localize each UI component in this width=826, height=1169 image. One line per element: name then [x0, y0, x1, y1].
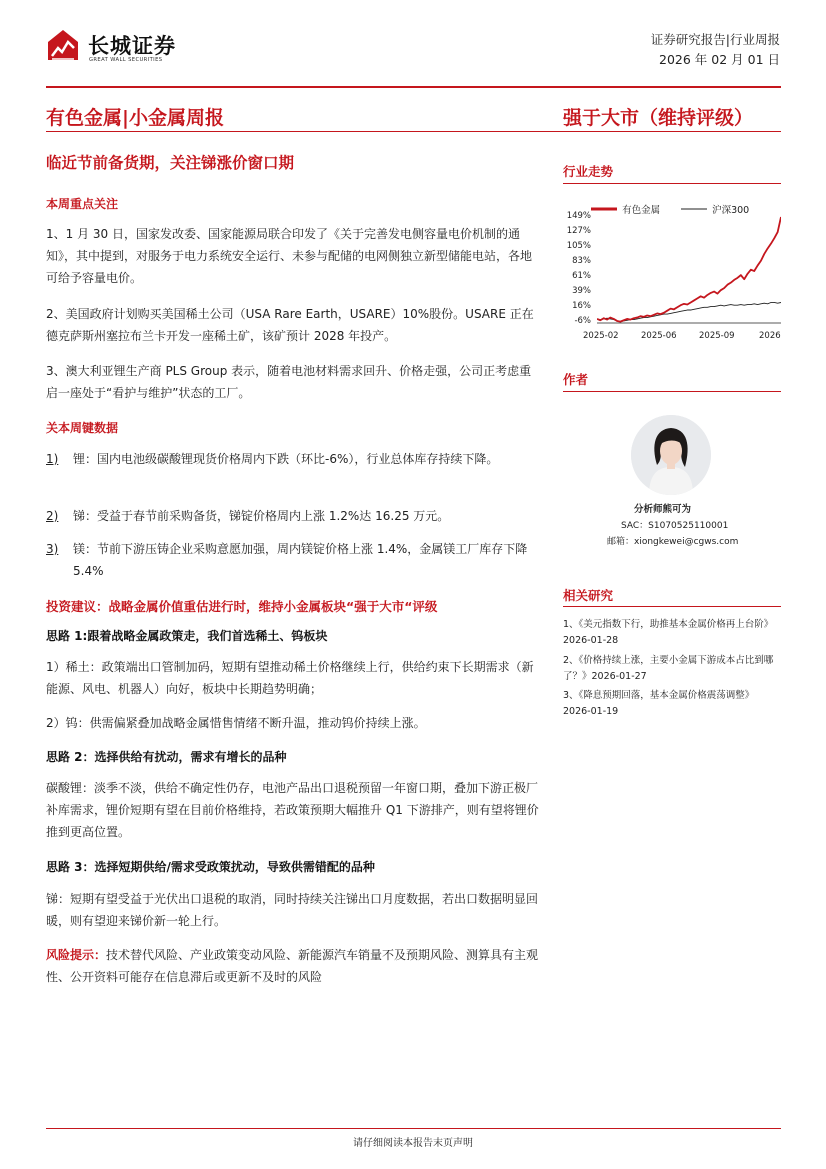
report-title: 有色金属|小金属周报 — [46, 107, 224, 129]
series-line-nonferrous — [597, 217, 781, 322]
analyst-sac: SAC：S1070525110001 — [621, 521, 729, 531]
x-tick: 2025-02 — [583, 331, 619, 341]
key-data-item — [46, 505, 541, 527]
author-divider — [563, 391, 781, 392]
y-tick: 61% — [572, 271, 591, 281]
logo-cn-text: 长城证券 — [88, 34, 176, 58]
logo — [46, 28, 196, 68]
idea1-heading: 思路 1:跟着战略金属政策走，我们首选稀土、钨板块 — [46, 629, 328, 643]
y-tick: -6% — [574, 316, 591, 326]
risk-warning — [46, 944, 541, 988]
item-text: 镁：节前下游压铸企业采购意愿加强，周内镁锭价格上涨 1.4%，金属镁工厂库存下降 5.4% — [73, 542, 528, 578]
y-tick: 149% — [566, 211, 591, 221]
related-item[interactable]: 2、《价格持续上涨，主要小金属下游成本占比到哪了？》2026-01-27 — [563, 655, 774, 682]
related-divider — [563, 606, 781, 607]
great-wall-logo-icon — [46, 28, 80, 62]
trend-plot — [597, 215, 781, 327]
item-number: 3) — [46, 542, 59, 556]
trend-divider — [563, 183, 781, 184]
x-tick: 2025-09 — [699, 331, 735, 341]
legend-label: 有色金属 — [622, 205, 661, 216]
idea3-heading: 思路 3：选择短期供给/需求受政策扰动，导致供需错配的品种 — [46, 860, 375, 874]
focus-item-2: 2、美国政府计划购买美国稀土公司（USA Rare Earth，USARE）10%股份。USARE 正在德克萨斯州塞拉布兰卡开发一座稀土矿，该矿预计 2028 年投产。 — [46, 307, 534, 343]
item-number: 2) — [46, 509, 59, 523]
report-subtitle: 临近节前备货期，关注锑涨价窗口期 — [46, 154, 295, 172]
y-tick: 127% — [566, 226, 591, 236]
footer-divider — [46, 1128, 781, 1129]
focus-heading: 本周重点关注 — [46, 197, 119, 211]
footer-note: 请仔细阅读本报告末页声明 — [353, 1138, 473, 1149]
related-item[interactable]: 3、《降息预期回落，基本金属价格震荡调整》2026-01-19 — [563, 690, 755, 717]
report-date: 2026 年 02 月 01 日 — [659, 52, 780, 67]
x-tick: 2025-06 — [641, 331, 677, 341]
item-text: 锂：国内电池级碳酸锂现货价格周内下跌（环比-6%），行业总体库存持续下降。 — [73, 452, 499, 466]
idea1-tungsten: 2）钨：供需偏紧叠加战略金属惜售情绪不断升温，推动钨价持续上涨。 — [46, 716, 426, 730]
item-text: 锑：受益于春节前采购备货，锑锭价格周内上涨 1.2%达 16.25 万元。 — [73, 509, 450, 523]
x-tick: 2026 — [759, 331, 781, 341]
idea2-heading: 思路 2：选择供给有扰动，需求有增长的品种 — [46, 750, 287, 764]
item-number: 1) — [46, 452, 59, 466]
analyst-email: 邮箱：xiongkewei@cgws.com — [607, 537, 739, 547]
idea3-antimony: 锑：短期有望受益于光伏出口退税的取消，同时持续关注锑出口月度数据，若出口数据明显回暖，则有望迎来锑价新一轮上行。 — [46, 892, 539, 928]
key-data-item — [46, 448, 541, 470]
analyst-name: 分析师熊可为 — [634, 504, 692, 515]
analyst-avatar — [631, 415, 711, 495]
y-axis — [563, 193, 593, 343]
logo-en-text: GREAT WALL SECURITIES — [89, 57, 163, 63]
related-item[interactable]: 1、《美元指数下行，助推基本金属价格再上台阶》2026-01-28 — [563, 619, 774, 646]
y-tick: 83% — [572, 256, 591, 266]
report-type: 证券研究报告|行业周报 — [650, 32, 780, 47]
analyst-photo-icon — [631, 415, 711, 495]
trend-title: 行业走势 — [563, 164, 614, 179]
key-data-item — [46, 538, 541, 582]
related-title: 相关研究 — [563, 588, 614, 603]
key-data-heading: 关本周键数据 — [46, 421, 119, 435]
focus-item-1: 1、1 月 30 日，国家发改委、国家能源局联合印发了《关于完善发电侧容量电价机制的通知》，其中提到，对服务于电力系统安全运行、未参与配储的电网侧独立新型储能电站，各地可给予容量电价。 — [46, 227, 533, 285]
idea1-rare-earth: 1）稀土：政策端出口管制加码，短期有望推动稀土价格继续上行，供给约束下长期需求（新能源、风电、机器人）向好，板块中长期趋势明确； — [46, 660, 534, 696]
y-tick: 105% — [566, 241, 591, 251]
rating: 强于大市（维持评级） — [563, 107, 754, 129]
series-line-csi300 — [597, 302, 781, 321]
author-title: 作者 — [563, 372, 589, 387]
legend-label: 沪深300 — [712, 205, 750, 216]
header-divider — [46, 86, 781, 88]
risk-text: 技术替代风险、产业政策变动风险、新能源汽车销量不及预期风险、测算具有主观性、公开资料可能存在信息滞后或更新不及时的风险 — [46, 948, 539, 984]
industry-trend-chart — [563, 193, 781, 343]
y-tick: 39% — [572, 286, 591, 296]
investment-advice: 投资建议：战略金属价值重估进行时，维持小金属板块“强于大市“评级 — [46, 599, 438, 614]
title-divider — [46, 131, 781, 132]
y-tick: 16% — [572, 301, 591, 311]
risk-label: 风险提示： — [46, 948, 107, 962]
focus-item-3: 3、澳大利亚锂生产商 PLS Group 表示，随着电池材料需求回升、价格走强，公司正考虑重启一座处于“看护与维护”状态的工厂。 — [46, 364, 532, 400]
idea2-lithium: 碳酸锂：淡季不淡，供给不确定性仍存，电池产品出口退税预留一年窗口期，叠加下游正极厂补库需求，锂价短期有望在目前价格维持，若政策预期大幅推升 Q1 下游排产，则有望将锂价推到更高位置。 — [46, 781, 539, 839]
